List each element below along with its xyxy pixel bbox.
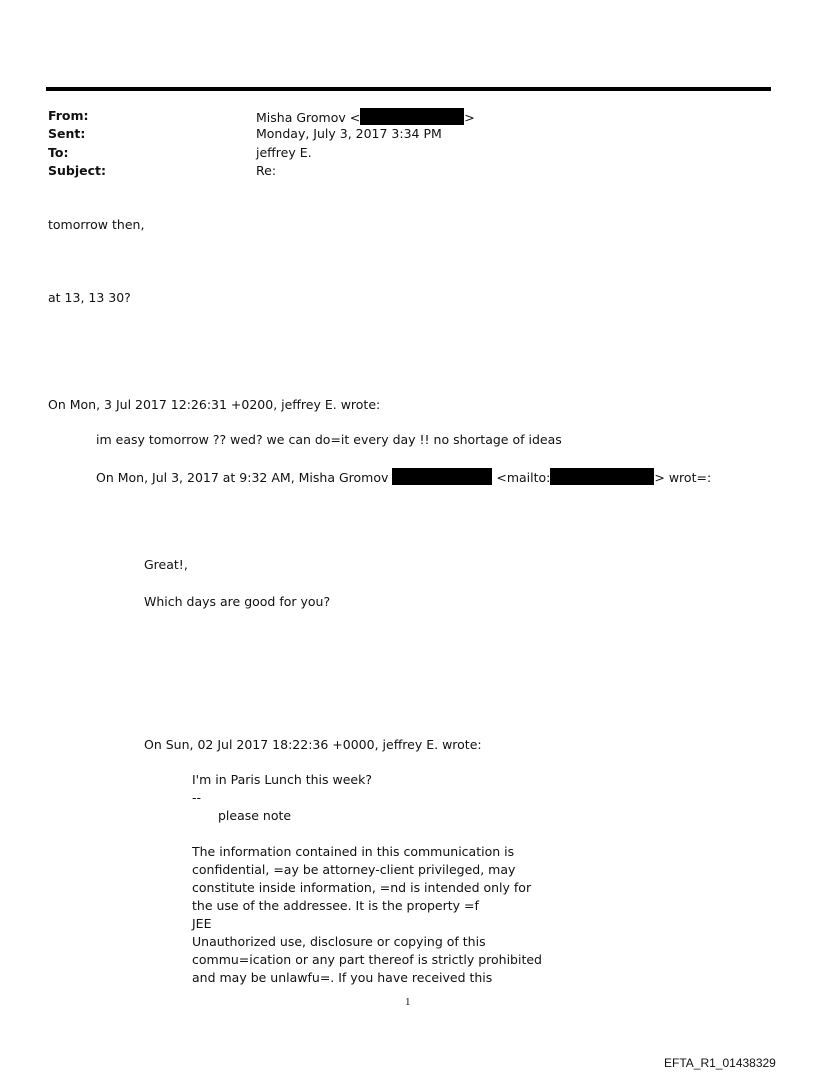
- document-id: EFTA_R1_01438329: [664, 1056, 776, 1070]
- disclaimer-block: [192, 843, 542, 987]
- redaction-bar: [550, 468, 654, 485]
- quote2-header-part-b: <mailto:: [496, 470, 551, 485]
- quote2-header: [96, 468, 711, 485]
- quote3-note: please note: [218, 808, 292, 823]
- disclaimer-line: JEE: [192, 916, 212, 931]
- subject-label: Subject:: [48, 163, 106, 178]
- quote1-text: im easy tomorrow ?? wed? we can do=it every day !! no shortage of ideas: [96, 432, 562, 447]
- redaction-bar: [360, 108, 464, 125]
- quote1-header: On Mon, 3 Jul 2017 12:26:31 +0200, jeffrey E. wrote:: [48, 397, 381, 412]
- disclaimer-line: the use of the addressee. It is the property =f: [192, 898, 479, 913]
- sent-label: Sent:: [48, 126, 86, 141]
- quote2-header-part-a: On Mon, Jul 3, 2017 at 9:32 AM, Misha Gromov: [96, 470, 389, 485]
- disclaimer-line: The information contained in this communication is: [192, 844, 515, 859]
- page-number: 1: [405, 996, 411, 1008]
- quote2-header-part-c: > wrot=:: [654, 470, 712, 485]
- quote3-line-1: I'm in Paris Lunch this week?: [192, 772, 372, 787]
- sent-value: Monday, July 3, 2017 3:34 PM: [256, 126, 442, 141]
- disclaimer-line: commu=ication or any part thereof is strictly prohibited: [192, 952, 542, 967]
- body-line-1: tomorrow then,: [48, 217, 145, 232]
- angle-open: <: [349, 110, 361, 125]
- from-label: From:: [48, 108, 89, 123]
- disclaimer-line: and may be unlawfu=. If you have received this: [192, 970, 493, 985]
- quote3-dashes: --: [192, 790, 202, 805]
- header-rule: [46, 87, 771, 91]
- disclaimer-line: Unauthorized use, disclosure or copying of this: [192, 934, 486, 949]
- redaction-bar: [392, 468, 492, 485]
- quote2-line-2: Which days are good for you?: [144, 594, 331, 609]
- quote3-header: On Sun, 02 Jul 2017 18:22:36 +0000, jeffrey E. wrote:: [144, 737, 482, 752]
- angle-close: >: [464, 110, 475, 125]
- sender-name: Misha Gromov: [256, 110, 346, 125]
- from-value: [256, 108, 475, 125]
- quote2-line-1: Great!,: [144, 557, 188, 572]
- disclaimer-line: confidential, =ay be attorney-client privileged, may: [192, 862, 516, 877]
- disclaimer-line: constitute inside information, =nd is intended only for: [192, 880, 532, 895]
- to-value: jeffrey E.: [256, 145, 312, 160]
- subject-value: Re:: [256, 163, 277, 178]
- body-line-2: at 13, 13 30?: [48, 290, 131, 305]
- to-label: To:: [48, 145, 69, 160]
